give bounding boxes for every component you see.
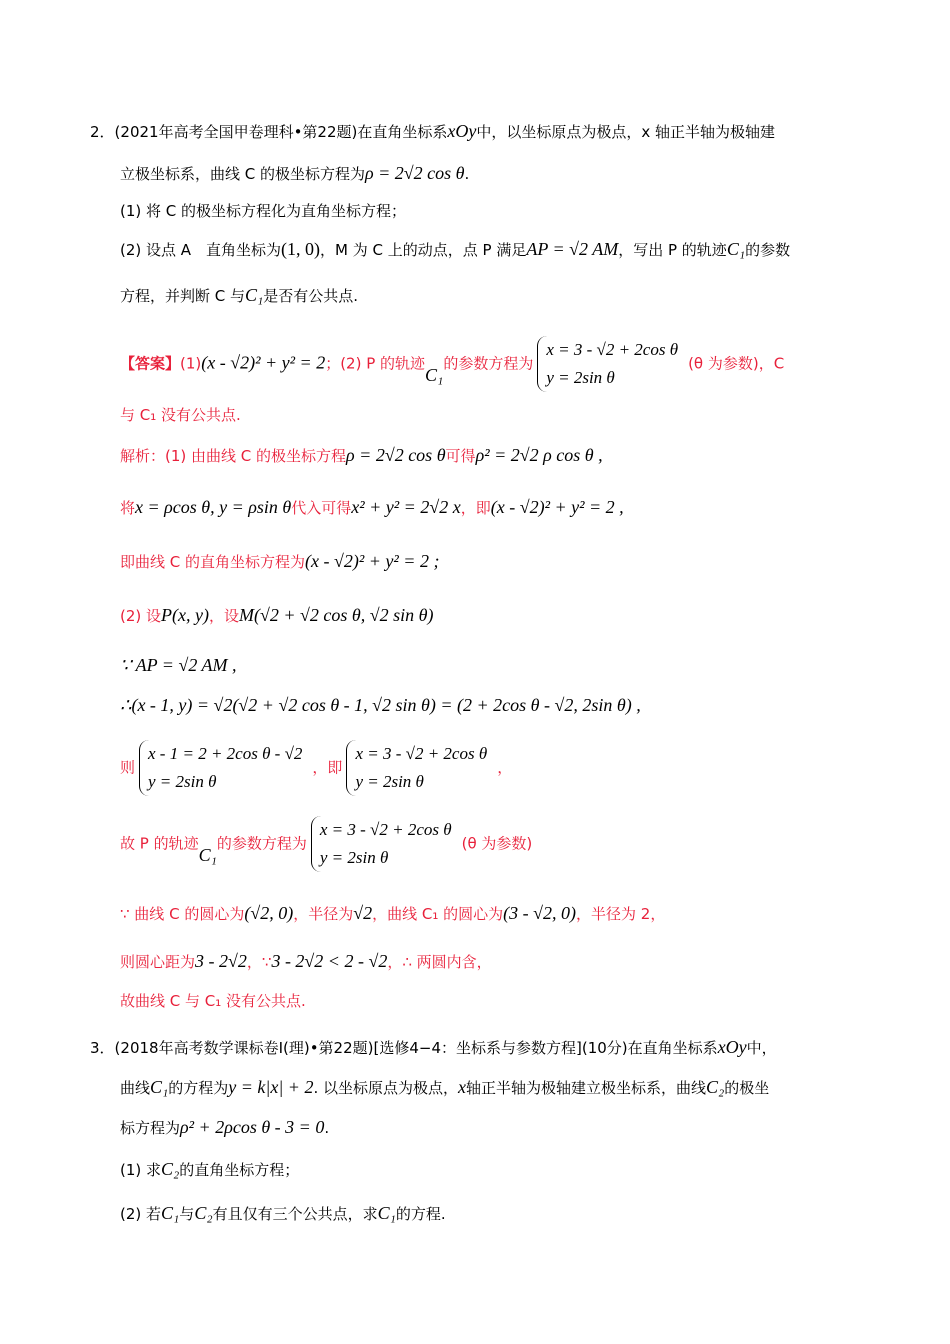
q3-text: 的方程. xyxy=(395,1205,446,1223)
q2-polar-equation: ρ = 2√2 cos θ xyxy=(365,163,465,183)
solution-math: (x - √2)² + y² = 2 ; xyxy=(305,551,440,571)
c1-symbol: C₁ xyxy=(377,1203,396,1223)
system-row: x - 1 = 2 + 2cos θ - √2 xyxy=(148,744,303,763)
q2-text: 的参数 xyxy=(745,241,791,259)
q3-part2 xyxy=(120,1202,446,1225)
q2-text: ，写出 P 的轨迹 xyxy=(618,241,727,259)
solution-text: ，即 xyxy=(460,499,491,517)
solution-math: ∴(x - 1, y) = √2(√2 + √2 cos θ - 1, √2 sin θ) = (2 + 2cos θ - √2, 2sin θ) , xyxy=(120,695,641,715)
q3-line-3 xyxy=(120,1116,329,1139)
q2-number: 2． xyxy=(90,123,115,141)
solution-line-10 xyxy=(120,950,492,973)
q3-text: 中， xyxy=(746,1039,777,1057)
solution-line-1 xyxy=(120,444,603,467)
q2-part2-line-2 xyxy=(120,284,358,307)
system-row: y = 2sin θ xyxy=(148,772,217,791)
solution-text: ，半径为 xyxy=(293,905,354,923)
q3-line-1 xyxy=(90,1036,777,1059)
q3-text: 曲线 xyxy=(120,1079,151,1097)
answer-label: 【答案】 xyxy=(120,354,181,373)
solution-text: 的参数方程为 xyxy=(216,834,307,853)
q2-text: 方程，并判断 C 与 xyxy=(120,287,246,305)
solution-math: (x - √2)² + y² = 2 , xyxy=(490,497,624,517)
solution-math: ρ² = 2√2 ρ cos θ , xyxy=(475,445,603,465)
system-row: x = 3 - √2 + 2cos θ xyxy=(355,744,488,763)
solution-line-11 xyxy=(120,990,306,1012)
q3-text: 的直角坐标方程； xyxy=(179,1161,300,1179)
solution-math: ∵ AP = √2 AM , xyxy=(120,655,237,675)
c2-symbol: C₂ xyxy=(706,1077,725,1097)
system-row: x = 3 - √2 + 2cos θ xyxy=(319,820,452,839)
solution-text: 可得 xyxy=(445,447,476,465)
solution-text: 故曲线 C 与 C₁ 没有公共点. xyxy=(120,992,306,1010)
answer-line-2 xyxy=(120,404,241,426)
q3-text: 的方程为 xyxy=(168,1079,229,1097)
q2-text: 是否有公共点. xyxy=(263,287,359,305)
solution-math: (√2, 0) xyxy=(244,903,294,923)
solution-text: 则 xyxy=(120,758,136,777)
c2-symbol: C₂ xyxy=(194,1203,213,1223)
system-row: y = 2sin θ xyxy=(319,848,389,867)
solution-text: ，曲线 C₁ 的圆心为 xyxy=(372,905,504,923)
answer-param-system xyxy=(537,336,684,392)
q2-text: 立极坐标系，曲线 C 的极坐标方程为 xyxy=(120,165,366,183)
q3-source: (2018年高考数学课标卷Ⅰ(理)•第22题)[选修4−4：坐标系与参数方程](10分) xyxy=(114,1039,628,1057)
solution-text: 解析：(1) 由曲线 C 的极坐标方程 xyxy=(120,447,347,465)
q3-equation-2: ρ² + 2ρcos θ - 3 = 0 xyxy=(180,1117,325,1137)
q3-text: . 以坐标原点为极点， xyxy=(313,1079,459,1097)
solution-system-2 xyxy=(346,740,493,796)
solution-math: x = ρcos θ, y = ρsin θ xyxy=(135,497,292,517)
system-row: y = 2sin θ xyxy=(355,772,424,791)
solution-text: ，∵ xyxy=(246,953,272,971)
q2-part1 xyxy=(120,200,406,222)
solution-math: 3 - 2√2 xyxy=(195,951,247,971)
q2-line-1 xyxy=(90,120,775,143)
point-a: (1, 0) xyxy=(281,239,321,259)
q3-text: 轴正半轴为极轴建立极坐标系，曲线 xyxy=(466,1079,707,1097)
c1-symbol: C₁ xyxy=(425,364,444,385)
q3-part1 xyxy=(120,1158,299,1181)
system-row: x = 3 - √2 + 2cos θ xyxy=(546,340,679,359)
q2-part2-line-1 xyxy=(120,238,790,261)
solution-line-6 xyxy=(120,694,641,717)
q3-text: 的极坐 xyxy=(724,1079,770,1097)
q2-part1-text: (1) 将 C 的极坐标方程化为直角坐标方程； xyxy=(120,202,407,220)
solution-text: ， xyxy=(497,758,513,777)
solution-math: P(x, y) xyxy=(161,605,209,625)
c1-symbol: C₁ xyxy=(150,1077,169,1097)
q3-text: (2) 若 xyxy=(120,1205,162,1223)
c1-symbol: C₁ xyxy=(726,239,746,259)
q3-text: 在直角坐标系 xyxy=(627,1039,718,1057)
solution-line-9 xyxy=(120,902,665,925)
solution-text: (θ 为参数) xyxy=(461,834,533,853)
solution-text: ，∴ 两圆内含， xyxy=(387,953,492,971)
solution-text: 则圆心距为 xyxy=(120,953,196,971)
solution-line-4 xyxy=(120,604,433,627)
q3-text: . xyxy=(324,1119,330,1137)
q2-text: . xyxy=(464,165,470,183)
q3-number: 3． xyxy=(90,1039,115,1057)
solution-line-7 xyxy=(120,740,512,796)
q3-line-2 xyxy=(120,1076,769,1099)
q3-text: (1) 求 xyxy=(120,1161,162,1179)
q2-text: 在直角坐标系 xyxy=(357,123,448,141)
solution-line-8 xyxy=(120,816,532,872)
answer-text: 的参数方程为 xyxy=(443,354,534,373)
c1-symbol: C₁ xyxy=(245,285,264,305)
solution-math: ρ = 2√2 cos θ xyxy=(346,445,446,465)
c2-symbol: C₂ xyxy=(161,1159,180,1179)
q3-text: 有且仅有三个公共点，求 xyxy=(212,1205,378,1223)
solution-line-5 xyxy=(120,654,236,677)
q3-text: 与 xyxy=(179,1205,195,1223)
c1-symbol: C₁ xyxy=(161,1203,180,1223)
q2-text: 中，以坐标原点为极点，x 轴正半轴为极轴建 xyxy=(476,123,776,141)
solution-text: 故 P 的轨迹 xyxy=(120,834,199,853)
q3-text: 标方程为 xyxy=(120,1119,181,1137)
solution-text: 即曲线 C 的直角坐标方程为 xyxy=(120,553,306,571)
solution-math: (3 - √2, 0) xyxy=(503,903,577,923)
solution-text: 代入可得 xyxy=(291,499,352,517)
solution-math: M(√2 + √2 cos θ, √2 sin θ) xyxy=(239,605,434,625)
solution-system-3 xyxy=(311,816,458,872)
answer-text: (1) xyxy=(180,354,202,373)
solution-math: √2 xyxy=(353,903,373,923)
answer-text: (θ 为参数)，C xyxy=(688,354,785,373)
solution-text: (2) 设 xyxy=(120,607,162,625)
q2-source: (2021年高考全国甲卷理科•第22题) xyxy=(114,123,358,141)
q3-equation-1: y = k|x| + 2 xyxy=(228,1077,314,1097)
answer-text: 与 C₁ 没有公共点. xyxy=(120,406,241,424)
solution-text: ∵ 曲线 C 的圆心为 xyxy=(120,905,245,923)
q2-text: (2) 设点 A 直角坐标为 xyxy=(120,241,282,259)
c1-symbol: C₁ xyxy=(198,844,217,865)
q3-x: x xyxy=(458,1077,467,1097)
q2-line-2 xyxy=(120,162,469,185)
q2-text: ，M 为 C 上的动点，点 P 满足 xyxy=(320,241,527,259)
answer-equation-1: (x - √2)² + y² = 2 xyxy=(201,352,326,373)
solution-math: x² + y² = 2√2 x xyxy=(351,497,461,517)
solution-system-1 xyxy=(139,740,308,796)
answer-text: ；(2) P 的轨迹 xyxy=(325,354,426,373)
solution-line-2 xyxy=(120,496,624,519)
system-row: y = 2sin θ xyxy=(546,368,615,387)
solution-line-3 xyxy=(120,550,439,573)
q3-xoy: xOy xyxy=(717,1037,747,1057)
solution-text: ，即 xyxy=(312,758,343,777)
ap-equation: AP = √2 AM xyxy=(526,239,619,259)
solution-math: 3 - 2√2 < 2 - √2 xyxy=(271,951,388,971)
q2-xoy: xOy xyxy=(447,121,477,141)
solution-text: ，设 xyxy=(209,607,240,625)
answer-line-1 xyxy=(120,336,784,392)
solution-text: ，半径为 2， xyxy=(576,905,666,923)
solution-text: 将 xyxy=(120,499,136,517)
